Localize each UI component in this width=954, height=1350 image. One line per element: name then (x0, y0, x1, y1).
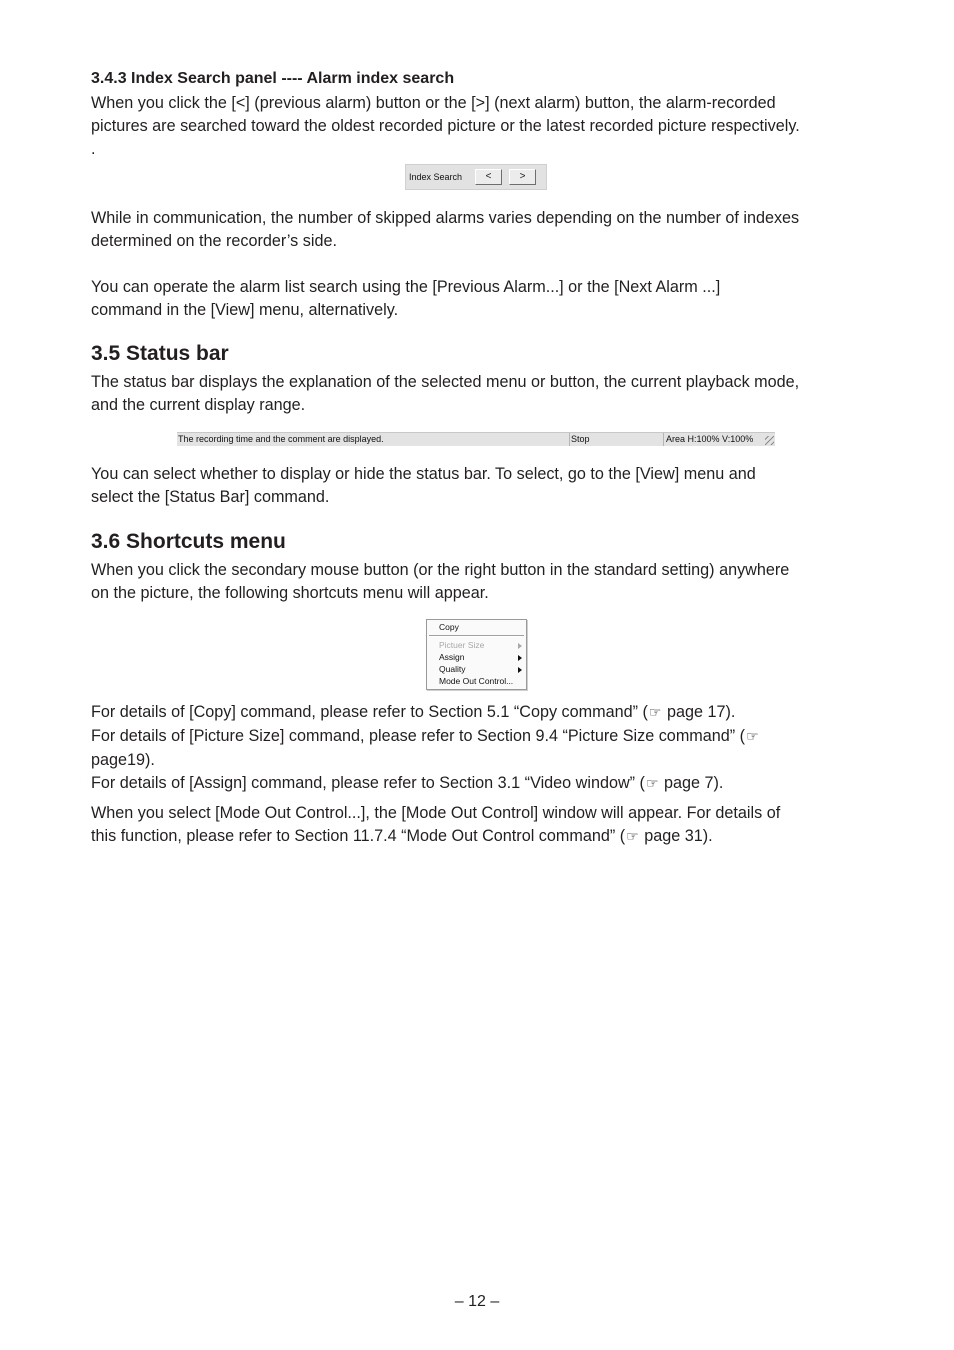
page-number: – 12 – (454, 1293, 500, 1310)
text-line: . (91, 140, 96, 158)
pointing-hand-icon: ☞ (626, 829, 639, 845)
pointing-hand-icon: ☞ (645, 776, 659, 792)
paragraph-mode-out-control (91, 802, 871, 849)
text-line: You can operate the alarm list search using the [Previous Alarm...] or the [Next Alarm ...] (91, 278, 721, 296)
menu-separator (429, 635, 524, 637)
paragraph-command-details (91, 701, 871, 796)
text-line (91, 725, 871, 749)
text-line (91, 825, 871, 849)
shortcuts-menu (426, 619, 527, 690)
text-line (91, 772, 871, 796)
menu-item-assign[interactable]: Assign (439, 652, 465, 662)
paragraph-status-bar-toggle (91, 463, 871, 509)
menu-item-copy[interactable]: Copy (439, 622, 459, 632)
submenu-arrow-icon (518, 667, 522, 673)
pointing-hand-icon: ☞ (648, 705, 662, 721)
text-span: page 31). (639, 827, 713, 845)
text-span: this function, please refer to Section 11.7.4 “Mode Out Control command” ( (91, 827, 626, 845)
index-search-panel (405, 164, 547, 190)
text-span: For details of [Picture Size] command, please refer to Section 9.4 “Picture Size command” ( (91, 727, 746, 745)
submenu-arrow-icon (518, 655, 522, 661)
status-separator (663, 433, 664, 446)
text-line: command in the [View] menu, alternatively. (91, 301, 399, 319)
paragraph-status-bar-desc (91, 371, 871, 417)
text-line: pictures are searched toward the oldest recorded picture or the latest recorded picture respectively. (91, 117, 800, 135)
section-heading-36: 3.6 Shortcuts menu (91, 530, 286, 553)
paragraph-alarm-buttons (91, 92, 871, 161)
menu-item-picture-size[interactable]: Pictuer Size (439, 640, 485, 650)
text-span: For details of [Copy] command, please refer to Section 5.1 “Copy command” ( (91, 703, 648, 721)
status-separator (569, 433, 570, 446)
status-range: Area H:100% V:100% (666, 434, 754, 444)
paragraph-shortcuts-desc (91, 559, 871, 605)
next-alarm-button[interactable]: > (509, 169, 536, 185)
status-message: The recording time and the comment are displayed. (178, 434, 384, 444)
menu-item-mode-out-control[interactable]: Mode Out Control... (439, 676, 514, 686)
paragraph-skipped-alarms (91, 207, 871, 253)
text-line: select the [Status Bar] command. (91, 488, 330, 506)
previous-alarm-button[interactable]: < (475, 169, 502, 185)
text-line: page19). (91, 751, 155, 769)
status-mode: Stop (571, 434, 590, 444)
text-line: determined on the recorder’s side. (91, 232, 337, 250)
index-search-label: Index Search (409, 172, 463, 182)
text-line (91, 701, 871, 725)
text-line: When you click the [<] (previous alarm) button or the [>] (next alarm) button, the alarm-recorded (91, 94, 776, 112)
text-line: on the picture, the following shortcuts menu will appear. (91, 584, 489, 602)
text-span: page 17). (662, 703, 736, 721)
text-line: When you click the secondary mouse button (or the right button in the standard setting) anywhere (91, 561, 790, 579)
text-line: The status bar displays the explanation of the selected menu or button, the current playback mode, (91, 373, 800, 391)
text-span: For details of [Assign] command, please refer to Section 3.1 “Video window” ( (91, 774, 645, 792)
submenu-arrow-icon (518, 643, 522, 649)
menu-item-quality[interactable]: Quality (439, 664, 466, 674)
text-span: page 7). (659, 774, 724, 792)
status-bar (177, 432, 775, 446)
section-heading-343: 3.4.3 Index Search panel ---- Alarm index search (91, 70, 455, 87)
section-heading-35: 3.5 Status bar (91, 342, 229, 365)
text-line: When you select [Mode Out Control...], the [Mode Out Control] window will appear. For details of (91, 804, 781, 822)
text-line: and the current display range. (91, 396, 306, 414)
text-line: You can select whether to display or hide the status bar. To select, go to the [View] menu and (91, 465, 756, 483)
pointing-hand-icon: ☞ (746, 729, 759, 745)
resize-grip-icon[interactable] (765, 436, 774, 445)
paragraph-alarm-list-search (91, 276, 871, 322)
text-line: While in communication, the number of skipped alarms varies depending on the number of indexes (91, 209, 800, 227)
